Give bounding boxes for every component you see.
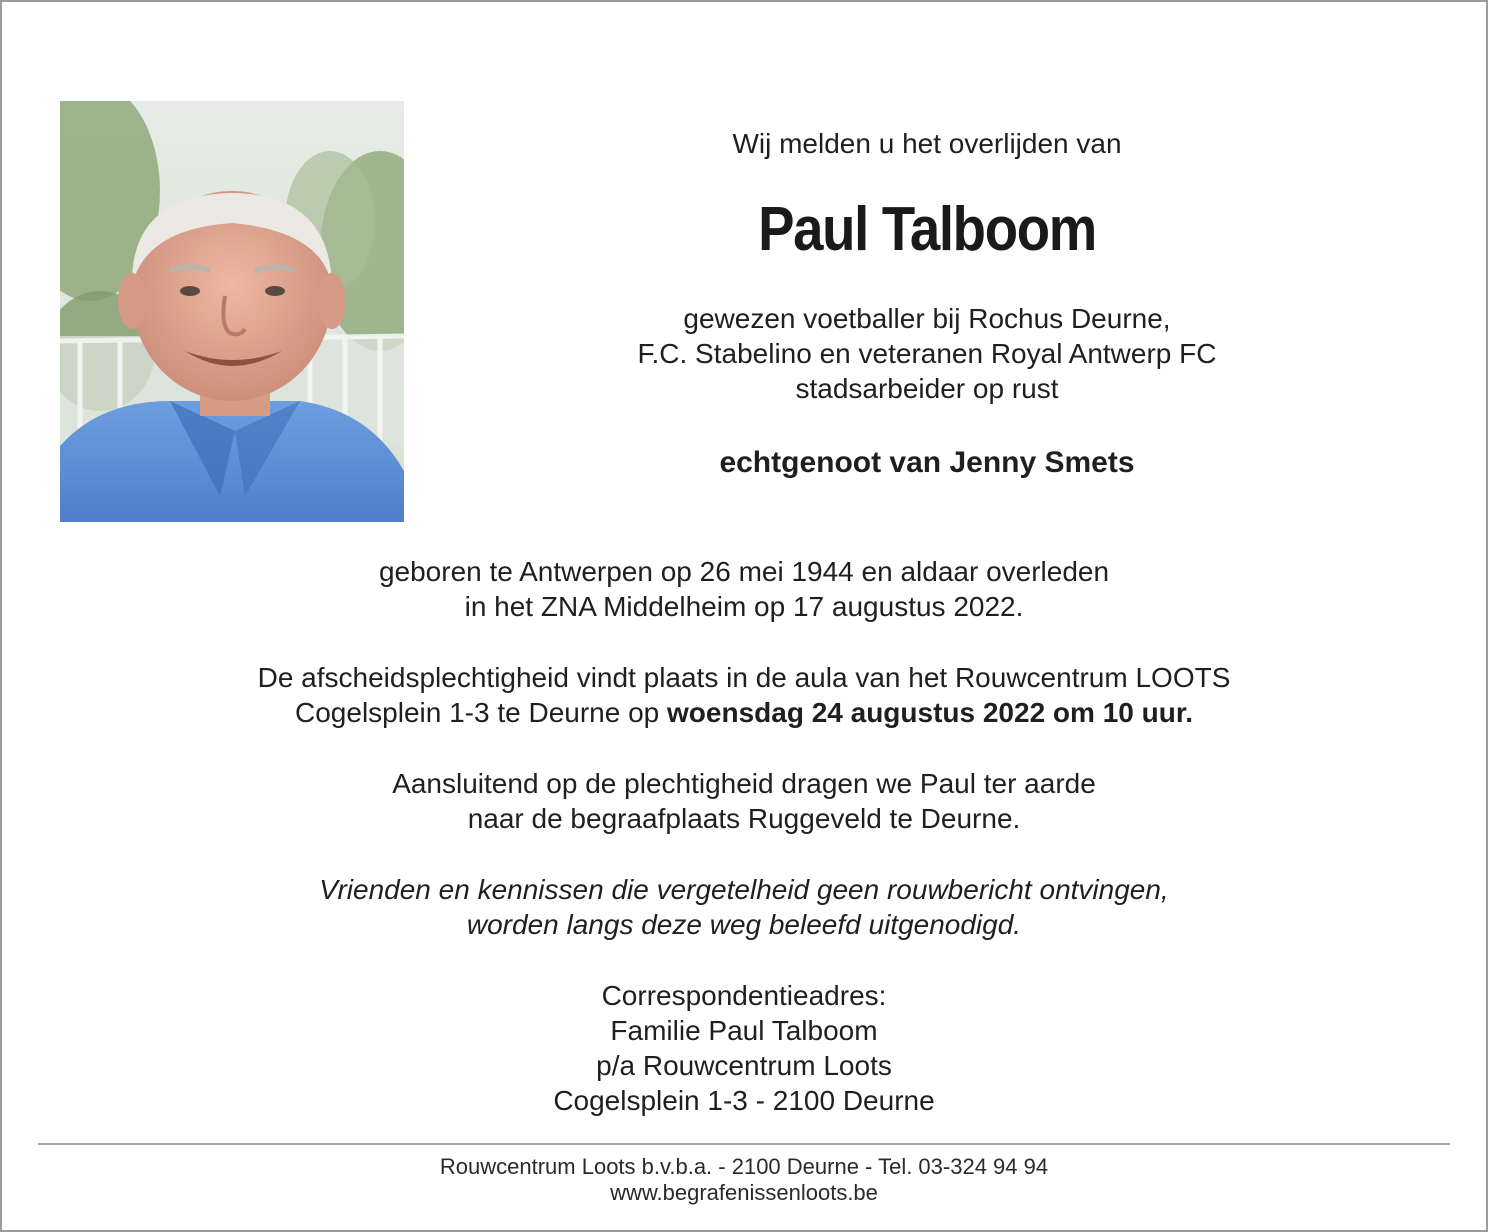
deceased-name: Paul Talboom xyxy=(758,195,1096,264)
text-line: Aansluitend op de plechtigheid dragen we Paul ter aarde xyxy=(392,768,1096,799)
birth-death-paragraph xyxy=(42,554,1446,624)
text-line: in het ZNA Middelheim op 17 augustus 2022. xyxy=(464,591,1024,622)
text-line: Cogelsplein 1-3 - 2100 Deurne xyxy=(553,1085,935,1116)
ceremony-paragraph xyxy=(42,660,1446,730)
footer-website: www.begrafenissenloots.be xyxy=(610,1180,878,1205)
text-line: Correspondentieadres: xyxy=(601,980,887,1011)
text-line xyxy=(42,695,1446,730)
text-line: p/a Rouwcentrum Loots xyxy=(596,1050,892,1081)
text-line: geboren te Antwerpen op 26 mei 1944 en aldaar overleden xyxy=(378,556,1110,587)
ceremony-datetime: woensdag 24 augustus 2022 om 10 uur. xyxy=(667,697,1193,728)
footer-divider xyxy=(38,1143,1450,1145)
footer xyxy=(2,1154,1486,1206)
description-line: gewezen voetballer bij Rochus Deurne, xyxy=(683,303,1171,334)
description-line: stadsarbeider op rust xyxy=(795,373,1059,404)
text-line: worden langs deze weg beleefd uitgenodigd. xyxy=(466,909,1022,940)
intro-text: Wij melden u het overlijden van xyxy=(732,128,1122,159)
portrait-photo xyxy=(60,101,404,522)
text-line: De afscheidsplechtigheid vindt plaats in de aula van het Rouwcentrum LOOTS xyxy=(257,662,1231,693)
text-line: Vrienden en kennissen die vergetelheid geen rouwbericht ontvingen, xyxy=(319,874,1169,905)
portrait-photo-icon xyxy=(60,101,404,522)
text-line: Familie Paul Talboom xyxy=(610,1015,878,1046)
ceremony-location: Cogelsplein 1-3 te Deurne op xyxy=(295,697,668,728)
correspondence-address xyxy=(42,978,1446,1118)
burial-paragraph xyxy=(42,766,1446,836)
description-line: F.C. Stabelino en veteranen Royal Antwerp FC xyxy=(637,338,1217,369)
details-block xyxy=(42,554,1446,1154)
footer-company: Rouwcentrum Loots b.v.b.a. - 2100 Deurne - Tel. 03-324 94 94 xyxy=(439,1154,1049,1179)
invitation-paragraph xyxy=(42,872,1446,942)
text-line: naar de begraafplaats Ruggeveld te Deurne. xyxy=(467,803,1021,834)
description xyxy=(562,301,1292,406)
spouse-line: echtgenoot van Jenny Smets xyxy=(719,446,1135,479)
